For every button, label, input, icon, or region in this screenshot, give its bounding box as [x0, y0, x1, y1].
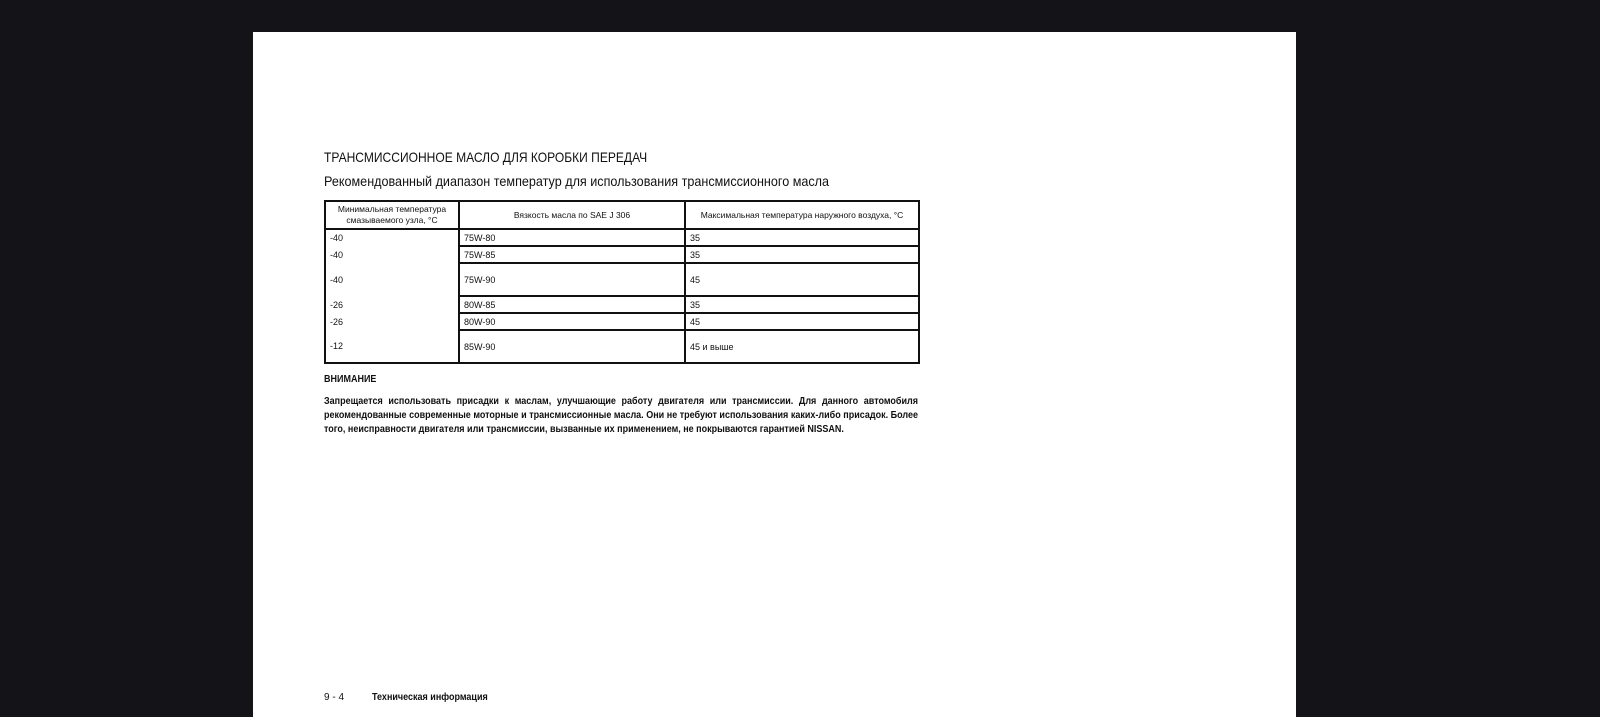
table-row — [325, 313, 919, 330]
table-cell-min-temp: -40 — [325, 263, 459, 296]
table-cell-min-temp: -12 — [325, 330, 459, 363]
table-cell-max-temp: 35 — [685, 229, 919, 246]
warning-text: Запрещается использовать присадки к маслам, улучшающие работу двигателя или трансмиссии. Для данного автомобиля рекомендованные современные моторные и трансмиссионные масла. Они не требуют использования каких-либо присадок. Более того, неисправности двигателя или трансмиссии, вызванные их применением, не покрываются гарантией NISSAN. — [324, 396, 918, 435]
table-header-row — [325, 201, 919, 229]
page-number: 9 - 4 — [324, 692, 345, 703]
footer-section-title: Техническая информация — [372, 692, 488, 703]
table-cell-viscosity: 75W-80 — [459, 229, 685, 246]
warning-heading: ВНИМАНИЕ — [324, 374, 377, 385]
table-cell-min-temp: -26 — [325, 296, 459, 313]
document-page — [253, 32, 1296, 717]
table-cell-min-temp: -40 — [325, 246, 459, 263]
table-cell-min-temp: -40 — [325, 229, 459, 246]
table-row — [325, 263, 919, 296]
table-row — [325, 229, 919, 246]
table-cell-viscosity: 85W-90 — [459, 330, 685, 363]
table-cell-viscosity: 75W-85 — [459, 246, 685, 263]
page-subtitle: Рекомендованный диапазон температур для использования трансмиссионного масла — [324, 173, 830, 189]
table-cell-max-temp: 35 — [685, 246, 919, 263]
table-row — [325, 246, 919, 263]
header-viscosity: Вязкость масла по SAE J 306 — [459, 201, 685, 229]
table-row — [325, 296, 919, 313]
table-cell-min-temp: -26 — [325, 313, 459, 330]
table-row — [325, 330, 919, 363]
table-cell-max-temp: 45 — [685, 313, 919, 330]
table-cell-viscosity: 80W-90 — [459, 313, 685, 330]
header-min-temp: Минимальная температура смазываемого узла, °С — [325, 201, 459, 229]
page-title: ТРАНСМИССИОННОЕ МАСЛО ДЛЯ КОРОБКИ ПЕРЕДАЧ — [324, 149, 648, 165]
oil-spec-table — [324, 200, 920, 364]
table-cell-viscosity: 80W-85 — [459, 296, 685, 313]
table-cell-viscosity: 75W-90 — [459, 263, 685, 296]
header-max-temp: Максимальная температура наружного воздуха, °С — [685, 201, 919, 229]
table-cell-max-temp: 45 и выше — [685, 330, 919, 363]
table-cell-max-temp: 35 — [685, 296, 919, 313]
table-cell-max-temp: 45 — [685, 263, 919, 296]
